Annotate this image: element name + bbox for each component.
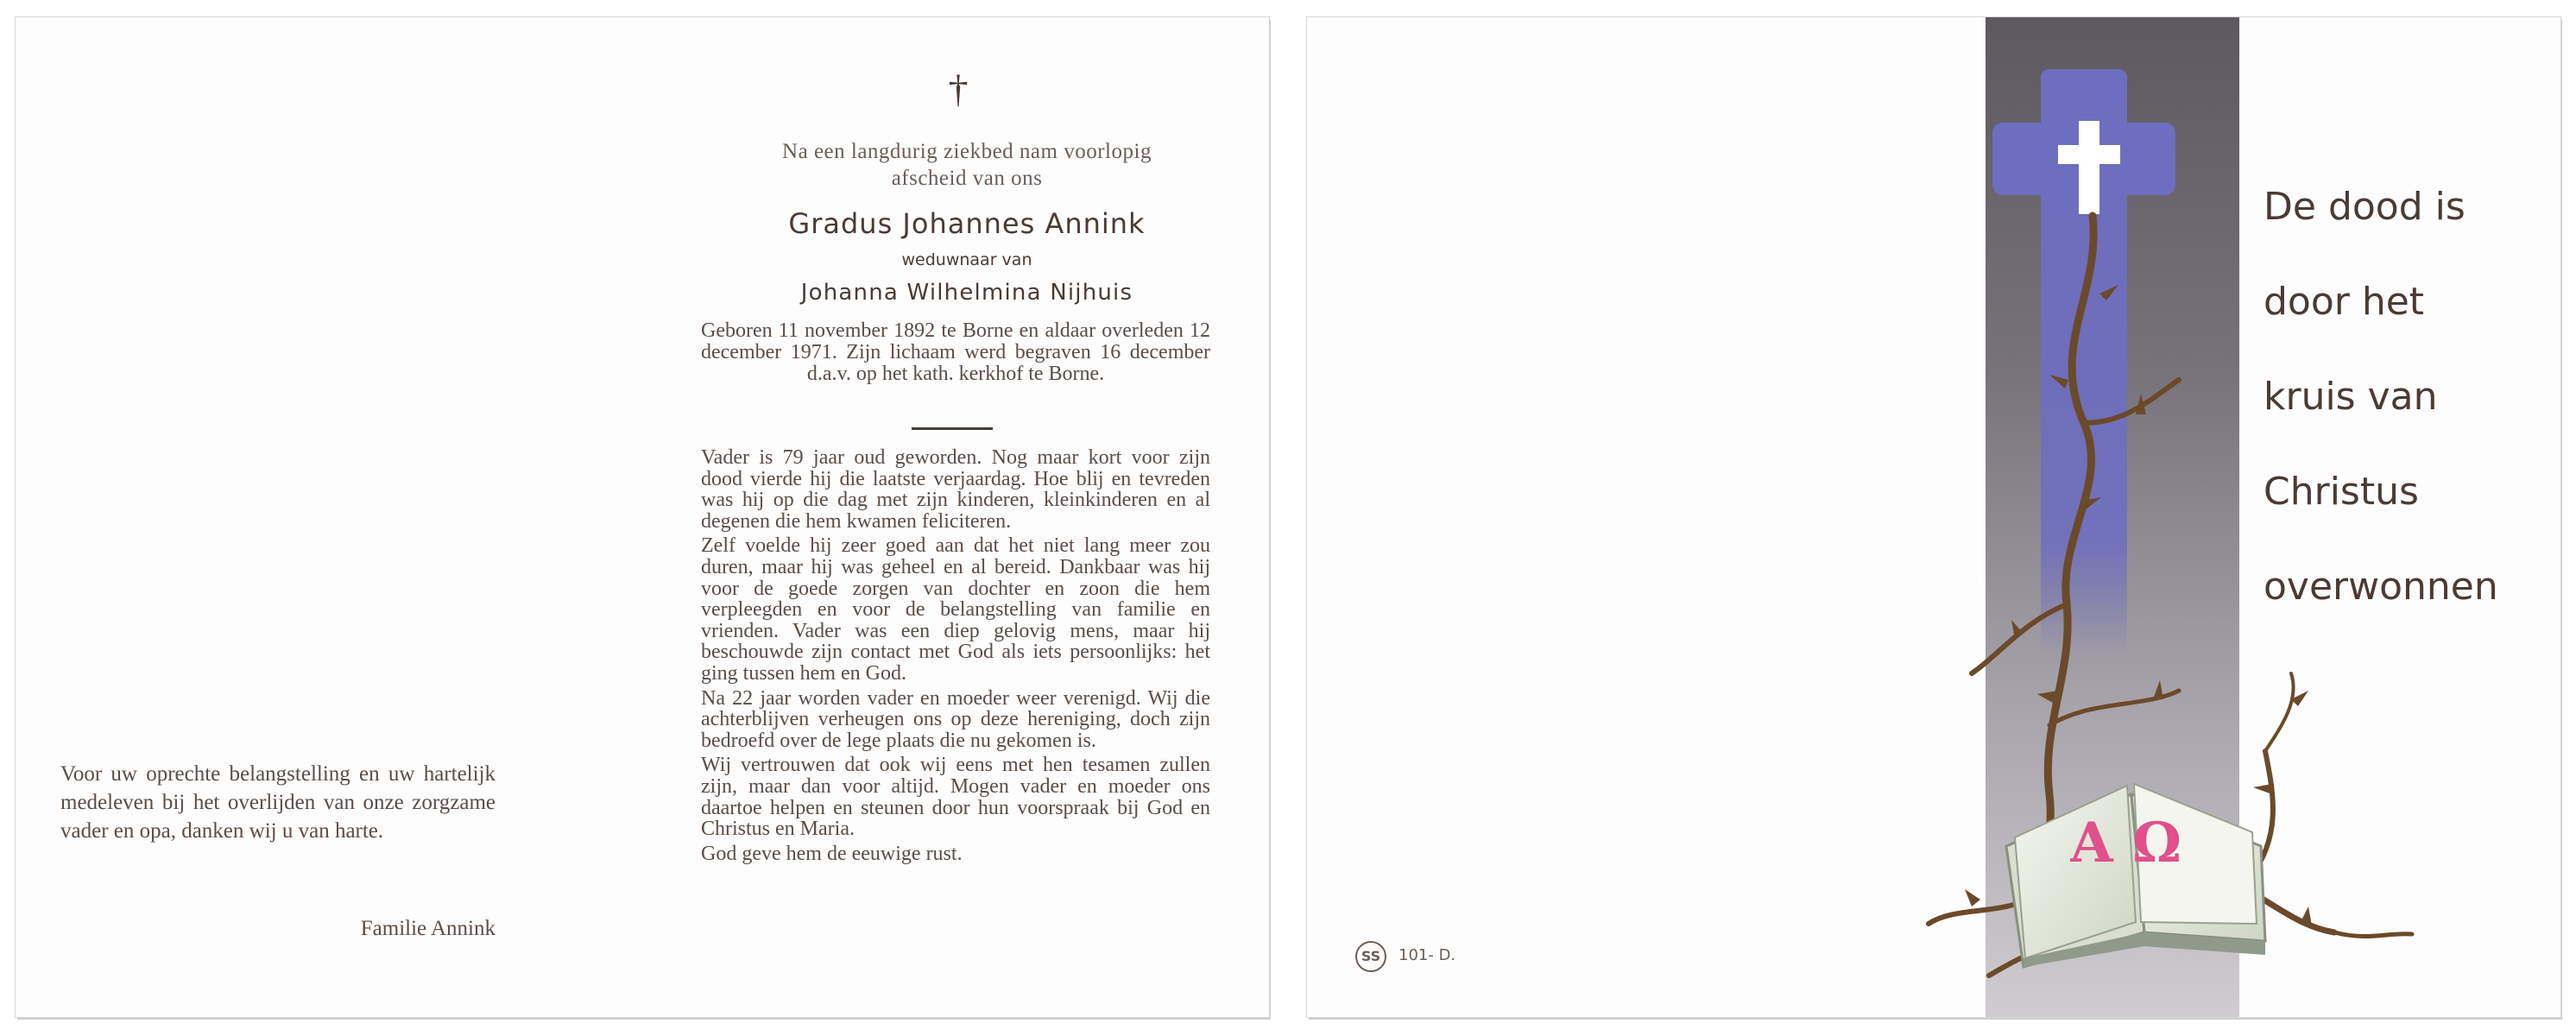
printer-code: 101- D. — [1398, 946, 1456, 964]
alpha-omega-letters — [2070, 794, 2243, 898]
birth-death-text: Geboren 11 november 1892 te Borne en aldaar overleden 12 december 1971. Zijn lichaam werd begraven 16 december d.a.v. op het kath. kerkhof te Borne. — [701, 319, 1210, 385]
intro-line: afscheid van ons — [891, 167, 1043, 190]
cross-symbol: † — [948, 66, 969, 111]
verse-line: overwonnen — [2263, 565, 2498, 609]
white-cross-vertical — [2079, 121, 2099, 214]
divider-line — [912, 427, 993, 430]
verse-line: Christus — [2263, 470, 2419, 514]
verse-line: door het — [2263, 280, 2425, 324]
intro-line: Na een langdurig ziekbed nam voorlopig — [782, 140, 1152, 163]
intro-text — [682, 138, 1252, 192]
family-signature: Familie Annink — [360, 917, 496, 940]
deceased-name: Gradus Johannes Annink — [788, 207, 1146, 240]
verse-line: De dood is — [2263, 185, 2466, 229]
relation-label: weduwnaar van — [901, 250, 1032, 269]
memorial-text — [701, 447, 1210, 868]
closing-prayer: God geve hem de eeuwige rust. — [701, 842, 963, 865]
white-cross-horizontal — [2058, 145, 2120, 164]
thanks-text: Voor uw oprechte belangstelling en uw hartelijk medeleven bij het overlijden van onze zorgzame vader en opa, danken wij u van harte. — [60, 762, 496, 843]
alpha-omega-text: A Ω — [2070, 811, 2181, 875]
memorial-paragraph: Wij vertrouwen dat ook wij eens met hen tesamen zullen zijn, maar dan voor altijd. Mogen vader en moeder ons daartoe helpen en steunen door hun voorspraak bij God en Christus en Maria. — [701, 754, 1210, 841]
spouse-name: Johanna Wilhelmina Nijhuis — [800, 280, 1133, 306]
memorial-paragraph: Na 22 jaar worden vader en moeder weer verenigd. Wij die achterblijven verheugen ons op deze hereniging, doch zijn bedroefd over de lege plaats die nu gekomen is. — [701, 686, 1210, 752]
verse-line: kruis van — [2263, 375, 2438, 419]
printer-logo: SS — [1355, 941, 1386, 972]
memorial-paragraph: Zelf voelde hij zeer goed aan dat het niet lang meer zou duren, maar hij was geheel en al bereid. Dankbaar was hij voor de goede zorgen van dochter en zoon die hem verpleegden en voor de belangstelling van familie en vrienden. Vader was een diep gelovig mens, maar hij beschouwde zijn contact met God als iets persoonlijks: het ging tussen hem en God. — [701, 534, 1210, 685]
memorial-paragraph: Vader is 79 jaar oud geworden. Nog maar kort voor zijn dood vierde hij die laatste verjaardag. Hoe blij en tevreden was hij op die dag met zijn kinderen, kleinkinderen en al degenen die hem kwamen feliciteren. — [701, 446, 1210, 533]
verse-text — [2263, 160, 2548, 635]
